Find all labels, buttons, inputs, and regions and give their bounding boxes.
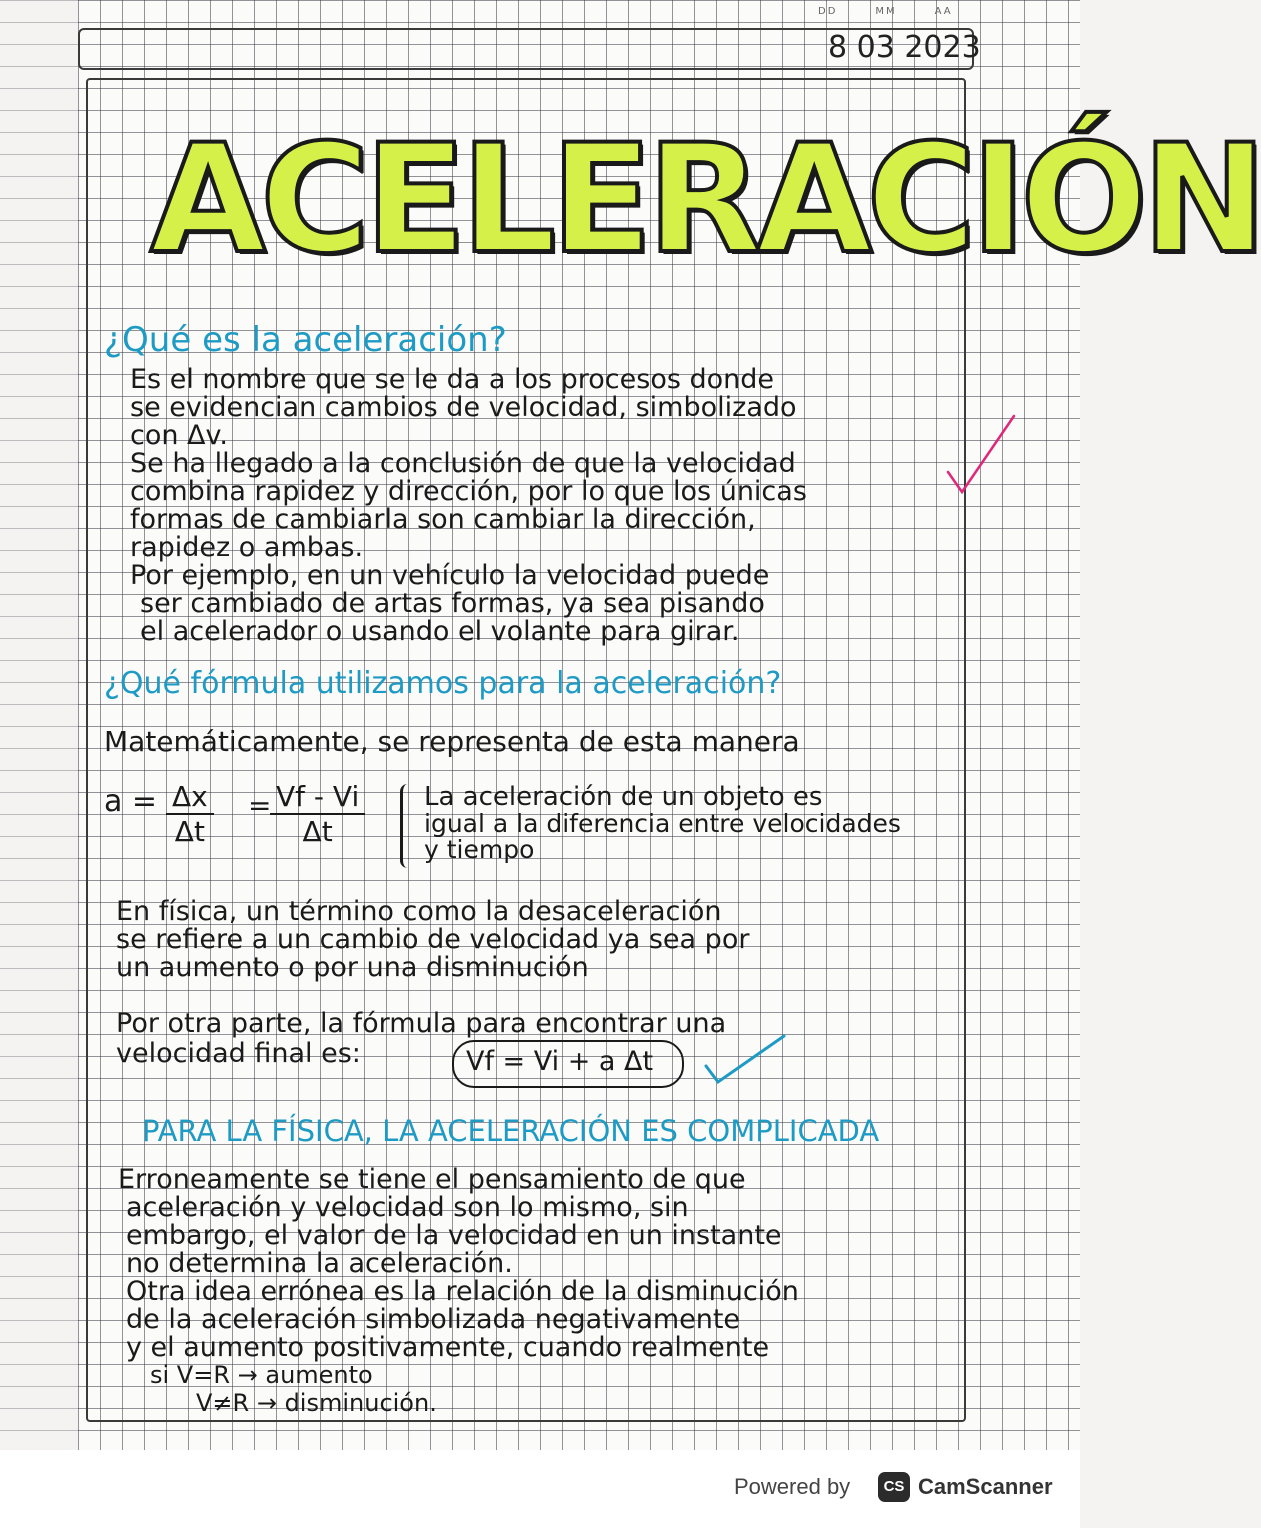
- text-line: velocidad final es:: [116, 1038, 361, 1069]
- text-line: Se ha llegado a la conclusión de que la velocidad: [130, 448, 796, 479]
- formula-equals: =: [248, 789, 272, 822]
- formula-note: La aceleración de un objeto es: [424, 782, 823, 812]
- question-heading-2: ¿Qué fórmula utilizamos para la aceleración?: [104, 666, 782, 701]
- formula-note: igual a la diferencia entre velocidades: [424, 809, 901, 838]
- text-line: se evidencian cambios de velocidad, simbolizado: [130, 392, 797, 423]
- fraction-velocity-over-delta-t: [270, 780, 365, 848]
- text-line: el acelerador o usando el volante para girar.: [140, 616, 740, 647]
- final-velocity-formula: Vf = Vi + a Δt: [466, 1046, 654, 1077]
- fraction-numerator: Δx: [166, 780, 214, 815]
- text-line: Por ejemplo, en un vehículo la velocidad puede: [130, 560, 770, 591]
- camscanner-brand: CamScanner: [918, 1474, 1053, 1499]
- text-line: de la aceleración simbolizada negativamente: [126, 1304, 741, 1335]
- text-line: un aumento o por una disminución: [116, 952, 589, 983]
- text-line: Erroneamente se tiene el pensamiento de que: [118, 1164, 746, 1195]
- text-line: con Δv.: [130, 420, 228, 451]
- text-line: formas de cambiarla son cambiar la dirección,: [130, 504, 756, 535]
- brace: [400, 784, 415, 868]
- date-label-month: MM: [875, 6, 897, 17]
- text-line: se refiere a un cambio de velocidad ya sea por: [116, 924, 750, 955]
- text-line: rapidez o ambas.: [130, 532, 364, 563]
- fraction-delta-x-over-delta-t: [166, 780, 214, 848]
- date-labels: [818, 6, 991, 17]
- text-line: no determina la aceleración.: [126, 1248, 513, 1279]
- camscanner-logo-icon: CS: [878, 1472, 910, 1502]
- text-line: Es el nombre que se le da a los procesos donde: [130, 364, 775, 395]
- text-line: ser cambiado de artas formas, ya sea pisando: [140, 588, 765, 619]
- text-line: aceleración y velocidad son lo mismo, sin: [126, 1192, 689, 1223]
- date-label-year: AA: [934, 6, 953, 17]
- fraction-numerator: Vf - Vi: [270, 780, 365, 815]
- text-line: V≠R → disminución.: [196, 1389, 437, 1417]
- formula-lhs: a =: [104, 784, 158, 819]
- text-line: Matemáticamente, se representa de esta manera: [104, 725, 800, 758]
- pink-check-icon: [940, 410, 1020, 500]
- notebook-margin: [0, 0, 78, 1450]
- question-heading-1: ¿Qué es la aceleración?: [104, 320, 507, 360]
- formula-note: y tiempo: [424, 835, 535, 864]
- fraction-denominator: Δt: [174, 815, 205, 848]
- text-line: Por otra parte, la fórmula para encontrar una: [116, 1008, 727, 1039]
- date-value: 8 03 2023: [828, 30, 981, 65]
- text-line: Otra idea errónea es la relación de la disminución: [126, 1276, 799, 1307]
- text-line: si V=R → aumento: [150, 1361, 373, 1389]
- fraction-denominator: Δt: [302, 815, 333, 848]
- powered-by-label: Powered by: [734, 1474, 851, 1499]
- text-line: embargo, el valor de la velocidad en un instante: [126, 1220, 782, 1251]
- text-line: combina rapidez y dirección, por lo que los únicas: [130, 476, 807, 507]
- section-heading-3: PARA LA FÍSICA, LA ACELERACIÓN ES COMPLICADA: [142, 1114, 880, 1148]
- date-label-day: DD: [818, 6, 838, 17]
- blue-check-icon: [700, 1030, 790, 1090]
- text-line: y el aumento positivamente, cuando realmente: [126, 1332, 770, 1363]
- page-title: ACELERACIÓN: [150, 113, 1261, 287]
- text-line: En física, un término como la desaceleración: [116, 896, 722, 927]
